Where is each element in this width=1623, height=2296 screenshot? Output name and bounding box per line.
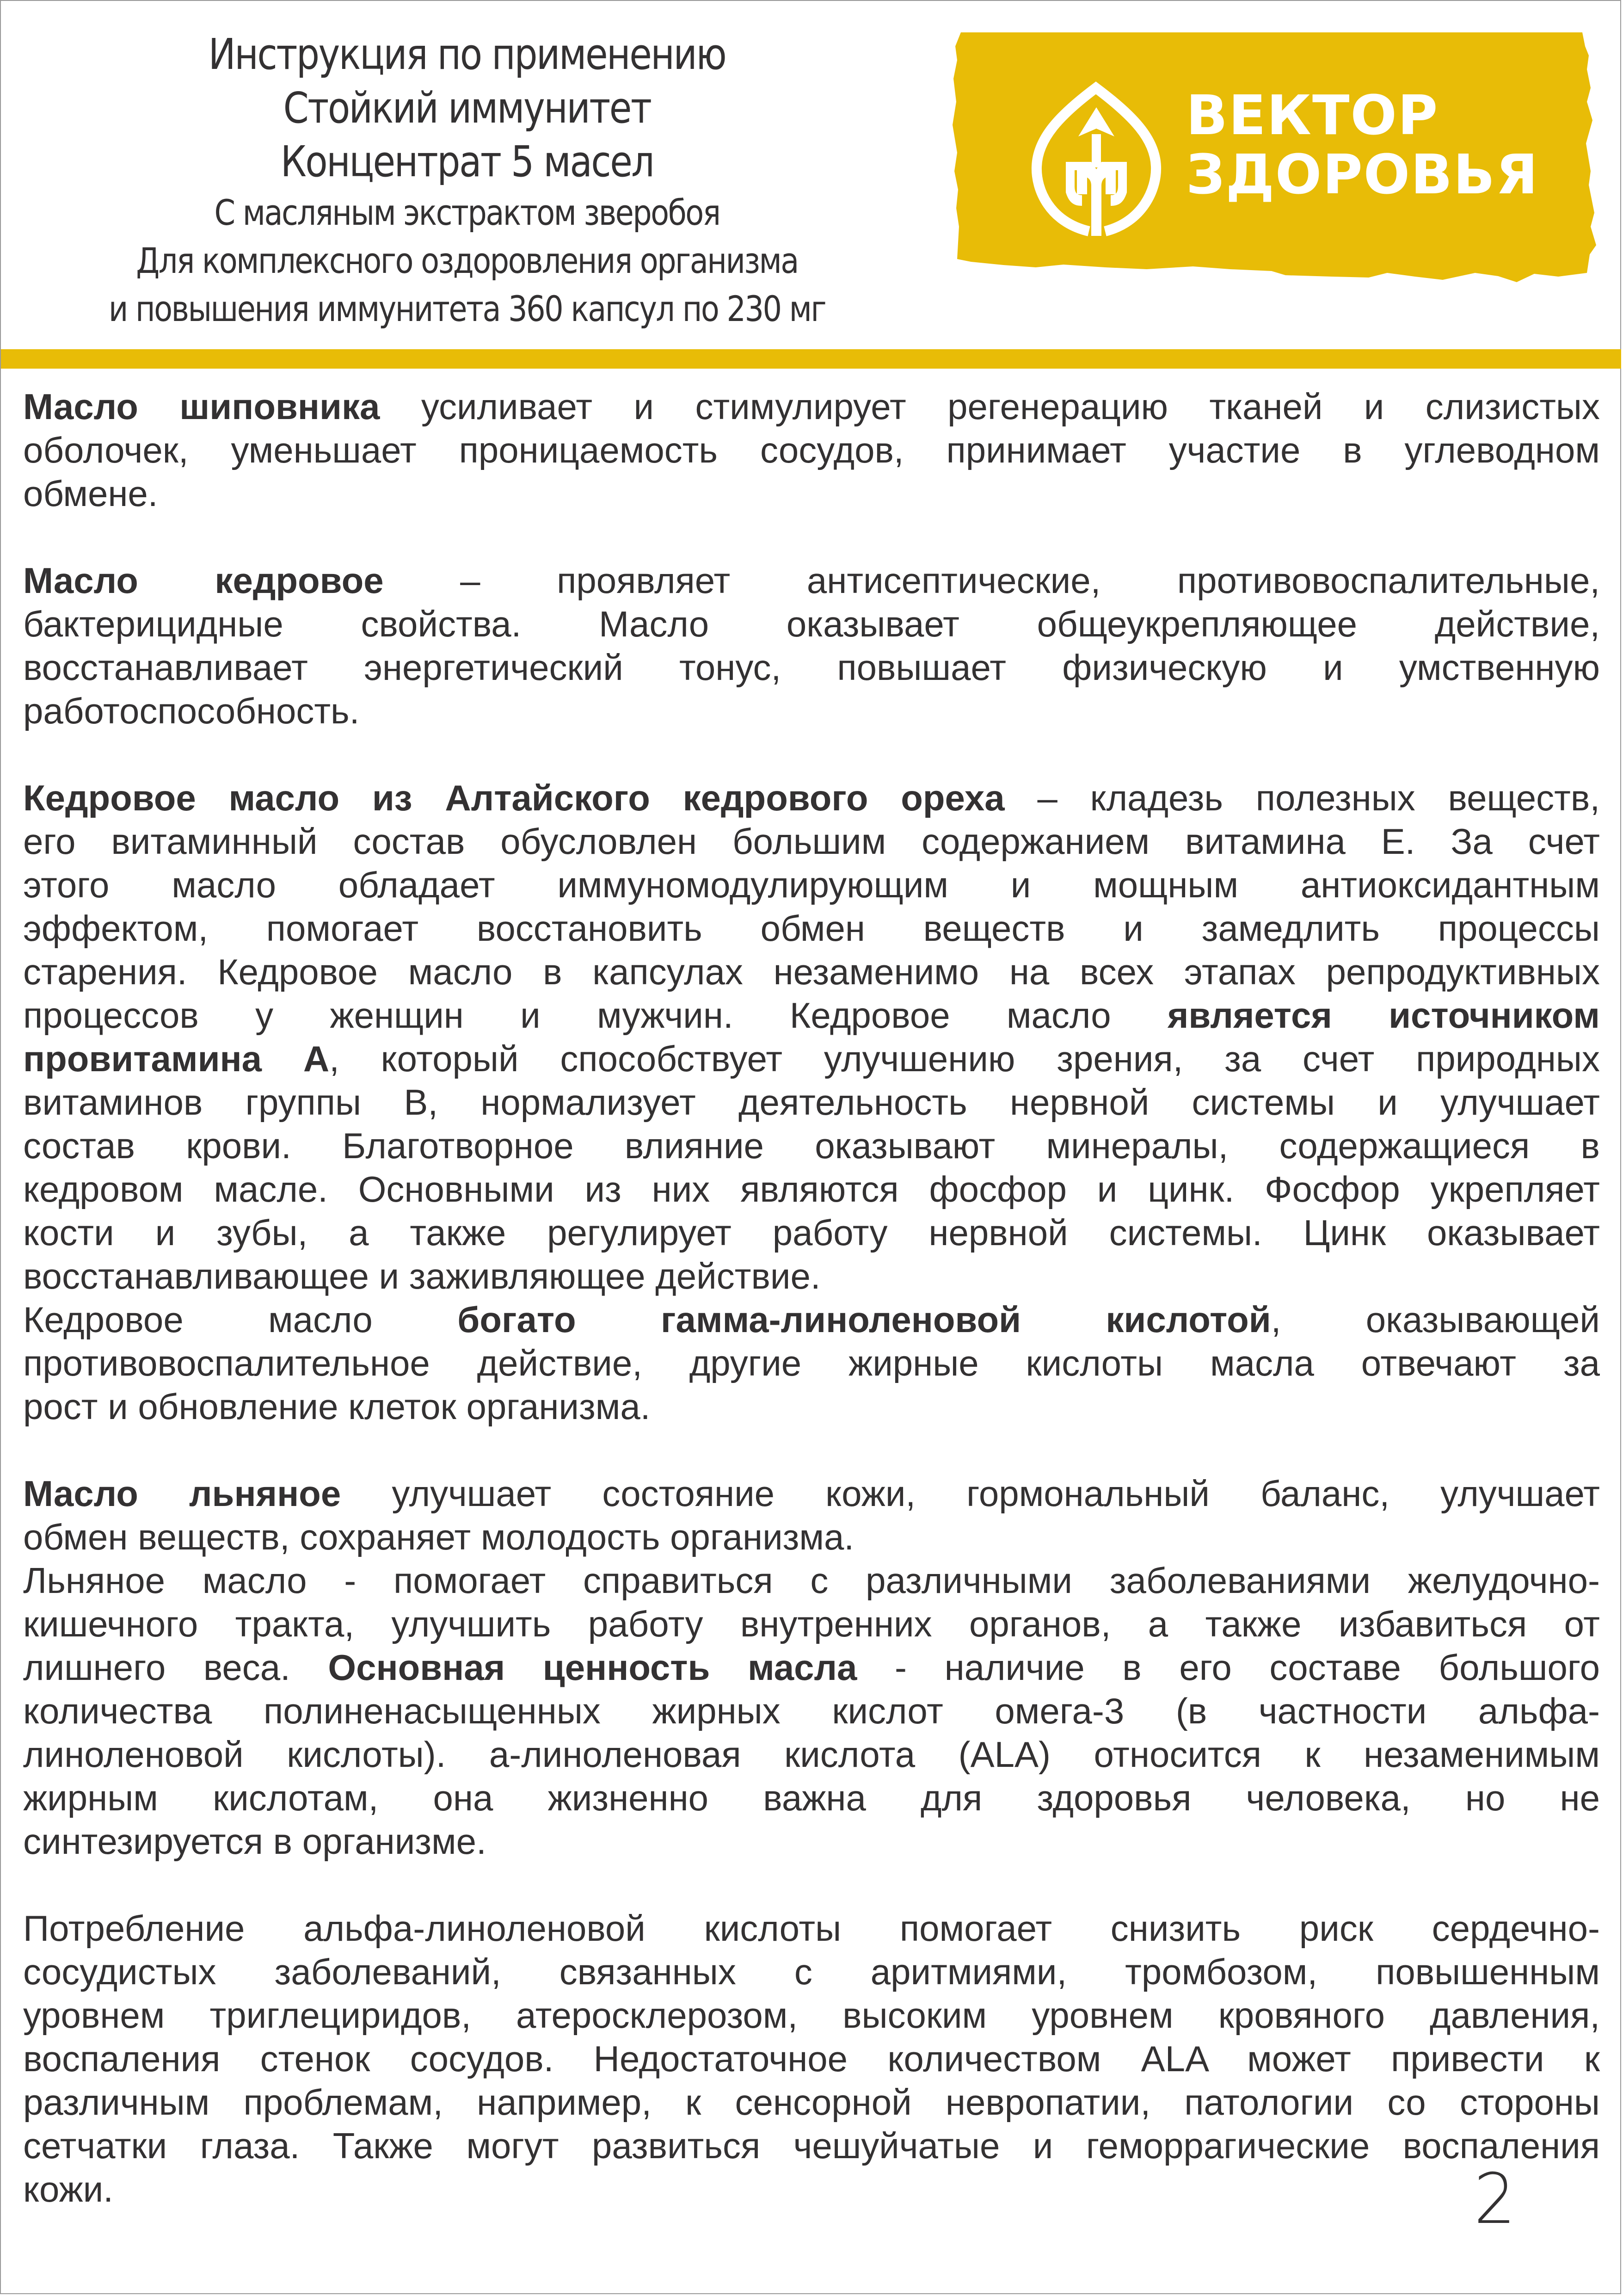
text-line: Масло льняное улучшает состояние кожи, гормональный баланс, улучшает — [23, 1473, 1600, 1514]
section-altai-cedar-oil — [23, 776, 1600, 1428]
brand-logo — [953, 32, 1598, 284]
text-line: обмене. — [23, 473, 158, 514]
text-line: восстанавливающее и заживляющее действие. — [23, 1256, 821, 1296]
text-line: Кедровое масло из Алтайского кедрового ореха – кладезь полезных веществ, — [23, 778, 1600, 818]
brand-name-line2: ЗДОРОВЬЯ — [1186, 142, 1539, 206]
brand-name-line1: ВЕКТОР — [1186, 83, 1439, 147]
text-line: лишнего веса. Основная ценность масла - наличие в его составе большого — [23, 1647, 1600, 1688]
product-purpose: Для комплексного оздоровления организма — [136, 240, 798, 281]
text-line: обмен веществ, сохраняет молодость организма. — [23, 1517, 855, 1557]
text-line: Потребление альфа-линоленовой кислоты помогает снизить риск сердечно- — [23, 1908, 1600, 1949]
text-line: Льняное масло - помогает справиться с различными заболеваниями желудочно- — [23, 1560, 1600, 1601]
text-line: синтезируется в организме. — [23, 1821, 486, 1862]
product-dosage: и повышения иммунитета 360 капсул по 230 мг — [108, 288, 826, 329]
text-line: сетчатки глаза. Также могут развиться чешуйчатые и геморрагические воспаления — [23, 2125, 1600, 2166]
text-line: жирным кислотам, она жизненно важна для здоровья человека, но не — [23, 1778, 1600, 1818]
text-line: эффектом, помогает восстановить обмен веществ и замедлить процессы — [23, 908, 1600, 949]
text-line: кишечного тракта, улучшить работу внутренних органов, а также избавиться от — [23, 1604, 1600, 1644]
doc-title: Инструкция по применению — [208, 30, 726, 79]
text-line: провитамина А, который способствует улучшению зрения, за счет природных — [23, 1038, 1600, 1079]
bold-term: является источником — [1167, 995, 1600, 1036]
section-cedar-oil — [23, 559, 1600, 733]
brand-name — [1186, 83, 1539, 206]
text-line: сосудистых заболеваний, связанных с аритмиями, тромбозом, повышенным — [23, 1951, 1600, 1992]
section-ala — [23, 1907, 1600, 2211]
text-line: Масло шиповника усиливает и стимулирует регенерацию тканей и слизистых — [23, 386, 1600, 427]
text-line: кости и зубы, а также регулирует работу нервной системы. Цинк оказывает — [23, 1212, 1600, 1253]
drop-sprout-arrow-icon — [1031, 79, 1184, 245]
bold-term: Масло шиповника — [23, 386, 380, 427]
product-extract: С масляным экстрактом зверобоя — [214, 192, 720, 233]
text-line: количества полиненасыщенных жирных кислот омега-3 (в частности альфа- — [23, 1691, 1600, 1731]
instruction-body — [23, 385, 1600, 2211]
text-line: Кедровое масло богато гамма-линоленовой кислотой, оказывающей — [23, 1299, 1600, 1340]
bold-term: богато гамма-линоленовой кислотой — [457, 1299, 1271, 1340]
text-line: кедровом масле. Основными из них являются фосфор и цинк. Фосфор укрепляет — [23, 1169, 1600, 1210]
section-flax-oil — [23, 1472, 1600, 1863]
bold-term: Масло льняное — [23, 1473, 341, 1514]
text-line: линоленовой кислоты). а-линоленовая кислота (ALA) относится к незаменимым — [23, 1734, 1600, 1775]
text-line: оболочек, уменьшает проницаемость сосудов, принимает участие в углеводном — [23, 430, 1600, 470]
text-line: восстанавливает энергетический тонус, повышает физическую и умственную — [23, 647, 1600, 688]
text-line: различным проблемам, например, к сенсорной невропатии, патологии со стороны — [23, 2082, 1600, 2123]
text-line: состав крови. Благотворное влияние оказывают минералы, содержащиеся в — [23, 1125, 1600, 1166]
text-line: воспаления стенок сосудов. Недостаточное количеством ALA может привести к — [23, 2038, 1600, 2079]
section-rosehip — [23, 385, 1600, 515]
text-line: противовоспалительное действие, другие жирные кислоты масла отвечают за — [23, 1343, 1600, 1383]
text-line: кожи. — [23, 2169, 113, 2210]
page-number: 2 — [1474, 2159, 1516, 2240]
bold-term: Кедровое масло из Алтайского кедрового ореха — [23, 778, 1005, 818]
text-line: этого масло обладает иммуномодулирующим и мощным антиоксидантным — [23, 864, 1600, 905]
text-line: его витаминный состав обусловлен большим содержанием витамина Е. За счет — [23, 821, 1600, 862]
bold-term: Масло кедровое — [23, 560, 384, 601]
product-title-block — [14, 28, 920, 333]
bold-term: Основная ценность масла — [328, 1647, 857, 1688]
text-line: работоспособность. — [23, 691, 360, 731]
product-name: Стойкий иммунитет — [283, 83, 651, 133]
header-divider — [1, 349, 1621, 369]
text-line: витаминов группы В, нормализует деятельность нервной системы и улучшает — [23, 1082, 1600, 1123]
text-line: уровнем триглециридов, атеросклерозом, высоким уровнем кровяного давления, — [23, 1995, 1600, 2036]
text-line: старения. Кедровое масло в капсулах незаменимо на всех этапах репродуктивных — [23, 951, 1600, 992]
bold-term: провитамина А — [23, 1038, 330, 1079]
product-subtitle: Концентрат 5 масел — [280, 137, 654, 186]
text-line: Масло кедровое – проявляет антисептические, противовоспалительные, — [23, 560, 1600, 601]
text-line: рост и обновление клеток организма. — [23, 1386, 651, 1427]
text-line: процессов у женщин и мужчин. Кедровое масло является источником — [23, 995, 1600, 1036]
text-line: бактерицидные свойства. Масло оказывает общеукрепляющее действие, — [23, 604, 1600, 644]
